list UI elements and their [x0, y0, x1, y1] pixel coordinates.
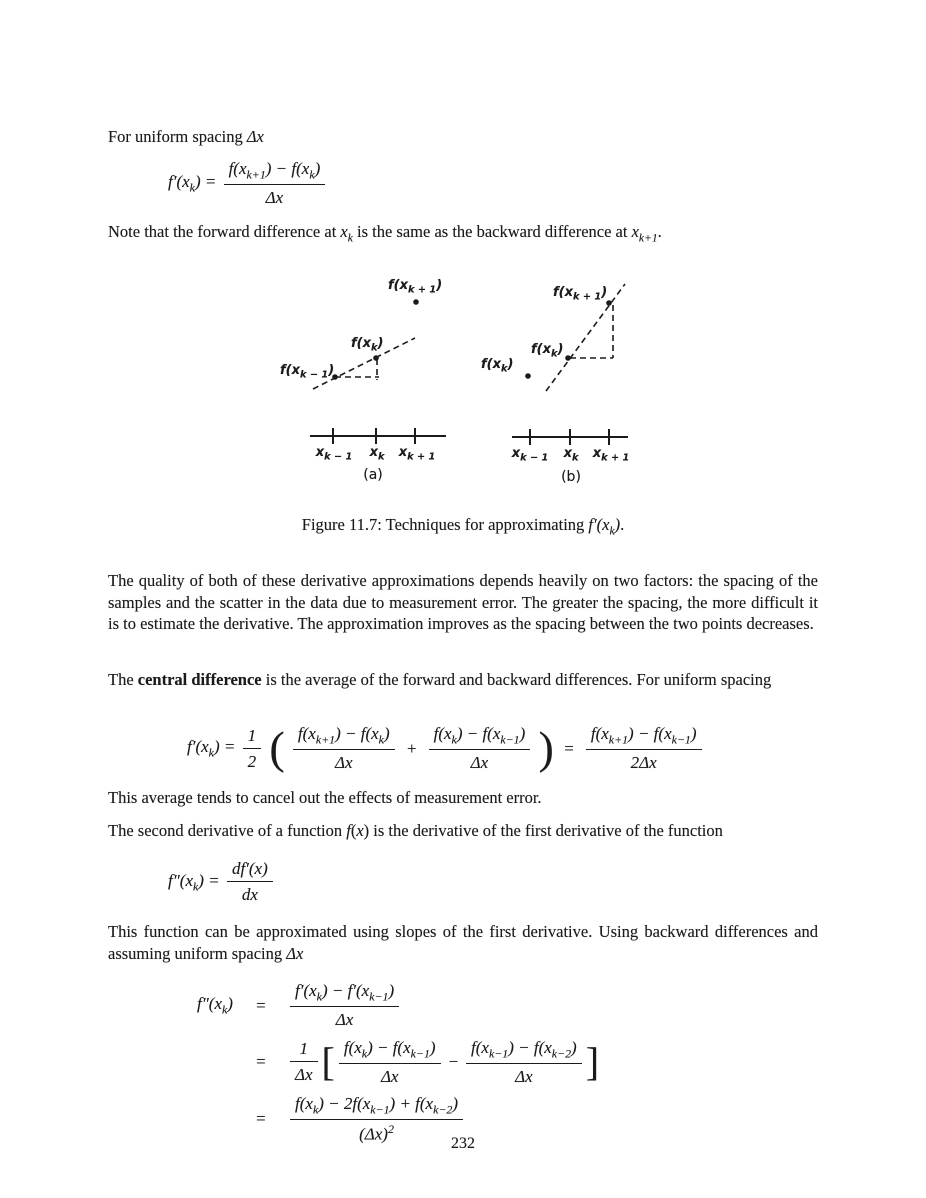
fraction-backward-term: [429, 723, 531, 774]
figure-b-label-fxk-online: $f(x_k)$: [531, 342, 564, 360]
figure-b-point-fxk-isolated: [525, 373, 531, 379]
figure-a-label-fxk: $f(x_k)$: [351, 336, 384, 354]
figure-caption: Figure 11.7: Techniques for approximating $f'(x_k)$.: [301, 515, 625, 538]
minus-operator: −: [447, 1052, 460, 1072]
expansion-row-1: [197, 980, 600, 1031]
paragraph-uniform-spacing: For uniform spacing Δx: [108, 127, 264, 146]
figure-a-label-fxk1: $f(x_{k + 1})$: [388, 278, 443, 296]
figure-b-axis-label-xk1: $x_{k + 1}$: [592, 446, 630, 464]
fraction-result: [586, 723, 702, 774]
paragraph-approximation: This function can be approximated using slopes of the first derivative. Using backward differences and assuming uniform spacing Δx: [108, 922, 818, 963]
figure-b-point-fxk-online: [565, 355, 571, 361]
equation-lhs: $f'(x_k)$ =: [187, 737, 236, 760]
denominator: Δx: [265, 188, 284, 208]
figure-graphics: [0, 0, 926, 520]
equals-operator: =: [255, 1052, 267, 1072]
numerator: $f(x_k) - 2f(x_{k-1}) + f(x_{k-2})$: [290, 1093, 463, 1120]
right-parenthesis: ): [538, 722, 554, 774]
numerator: $f(x_{k+1}) - f(x_k)$: [224, 158, 326, 185]
left-bracket: [: [321, 1038, 335, 1084]
page-number: 232: [451, 1135, 475, 1152]
denominator: 2: [247, 751, 257, 771]
denominator: Δx: [334, 753, 353, 773]
denominator: Δx: [380, 1066, 399, 1086]
equation-lhs: $f''(x_k)$ =: [168, 870, 220, 893]
fraction: [290, 980, 399, 1031]
paragraph-note: Note that the forward difference at $x_k$ is the same as the backward difference at $x_{k+1}$.: [108, 222, 662, 245]
numerator: $f(x_{k-1}) - f(x_{k-2})$: [466, 1037, 582, 1064]
numerator: $f(x_{k+1}) - f(x_{k-1})$: [586, 723, 702, 750]
equals-operator: =: [563, 738, 575, 758]
numerator: $f(x_k) - f(x_{k-1})$: [339, 1037, 441, 1064]
equation-second-derivative-expansion: [197, 980, 600, 1151]
denominator: Δx: [515, 1066, 533, 1086]
figure-b-axis-label-xkm1: $x_{k - 1}$: [511, 446, 549, 464]
figure-a-label-fxkm1: $f(x_{k - 1})$: [280, 363, 335, 381]
numerator: 1: [290, 1038, 318, 1062]
equation-central-difference: [187, 723, 705, 774]
equals-operator: =: [255, 995, 267, 1015]
numerator: $f'(x_k) - f'(x_{k-1})$: [290, 980, 399, 1007]
figure-a-point-fxk: [373, 355, 379, 361]
numerator: 1: [243, 725, 262, 749]
expansion-row-2: [197, 1037, 600, 1088]
paragraph-quality: The quality of both of these derivative approximations depends heavily on two factors: the spacing of the samples and the scatter in the data due to measurement error. The greater the spacing, the more difficult it is to estimate the derivative. The approximation improves as the spacing between the two points decreases.: [108, 571, 818, 633]
figure-a-axis-label-xkm1: $x_{k - 1}$: [315, 445, 353, 463]
equation-lhs: $f'(x_k)$ =: [168, 172, 217, 195]
fraction-forward-term: [293, 723, 395, 774]
denominator: $(\Delta x)^2$: [359, 1122, 394, 1144]
denominator: Δx: [335, 1010, 354, 1030]
paragraph-second-derivative: The second derivative of a function f(x) is the derivative of the first derivative of the function: [108, 821, 723, 840]
denominator: Δx: [295, 1065, 313, 1085]
numerator: $f(x_k) - f(x_{k-1})$: [429, 723, 531, 750]
figure-b-tag: (b): [561, 469, 581, 485]
plus-operator: +: [405, 738, 418, 758]
fraction-term-a: [339, 1037, 441, 1088]
figure-a-axis-label-xk1: $x_{k + 1}$: [398, 445, 436, 463]
equals-operator: =: [255, 1109, 267, 1129]
denominator: 2Δx: [630, 753, 657, 773]
figure-b-label-fxk-isolated: $f(x_k)$: [481, 357, 514, 375]
left-parenthesis: (: [269, 722, 285, 774]
fraction-one-half: [243, 725, 262, 773]
figure-a-axis-label-xk: $x_k$: [369, 445, 385, 463]
numerator: df′(x): [227, 858, 273, 882]
figure-a-point-fxk1: [413, 299, 419, 305]
fraction-coefficient: [290, 1038, 318, 1086]
figure-11-7: [0, 0, 926, 520]
equation-lhs: $f''(x_k)$: [197, 994, 233, 1017]
equation-second-derivative: [168, 858, 276, 906]
figure-b-label-fxk1: $f(x_{k + 1})$: [553, 285, 608, 303]
paragraph-average: This average tends to cancel out the effects of measurement error.: [108, 788, 542, 807]
figure-b-axis-label-xk: $x_k$: [563, 446, 579, 464]
numerator: $f(x_{k+1}) - f(x_k)$: [293, 723, 395, 750]
paragraph-central-difference: The central difference is the average of the forward and backward differences. For uniform spacing: [108, 670, 772, 689]
denominator: dx: [241, 885, 258, 905]
fraction: [227, 858, 273, 906]
right-bracket: ]: [585, 1038, 600, 1084]
figure-a-tag: (a): [363, 467, 383, 483]
denominator: Δx: [470, 753, 489, 773]
fraction-term-b: [466, 1037, 582, 1088]
